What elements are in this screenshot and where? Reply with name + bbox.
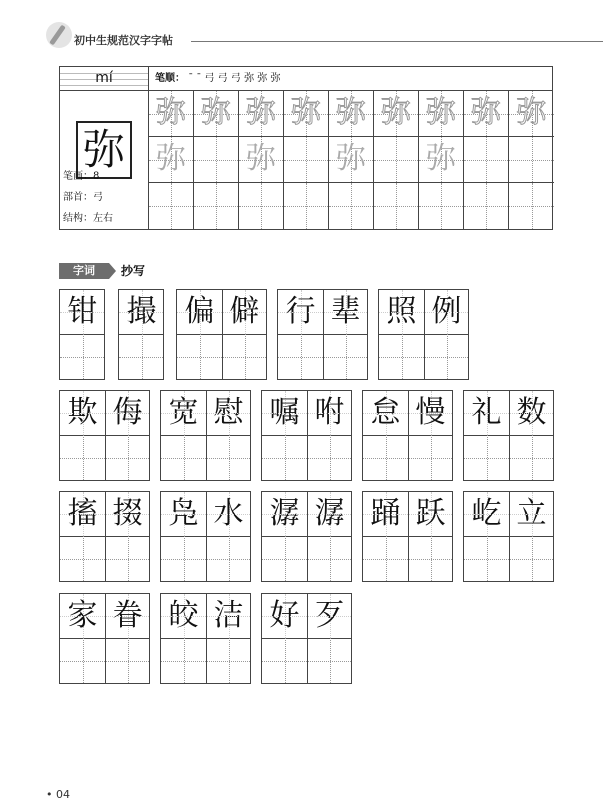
word-character: 凫 (168, 496, 199, 531)
word-box (463, 390, 554, 481)
word-character: 侮 (112, 395, 143, 430)
page-number: • 04 (46, 788, 70, 801)
trace-character: 弥 (201, 95, 231, 130)
word-character: 撮 (126, 294, 157, 329)
section-label: 抄写 (121, 264, 146, 278)
model-character: 弥 (246, 141, 276, 176)
grid-cell (419, 91, 464, 137)
word-character: 例 (431, 294, 462, 329)
word-character: 眷 (112, 598, 143, 633)
word-box (160, 491, 251, 582)
word-character: 怠 (370, 395, 401, 430)
word-box (59, 491, 150, 582)
word-character: 欺 (67, 395, 98, 430)
grid-cell (239, 91, 284, 137)
word-box (261, 390, 352, 481)
word-character: 宽 (168, 395, 199, 430)
word-character: 咐 (314, 395, 345, 430)
grid-cell (464, 91, 509, 137)
word-character: 钳 (67, 294, 98, 329)
word-box (261, 593, 352, 684)
word-character: 搐 (67, 496, 98, 531)
grid-cell (329, 137, 374, 183)
character-card (59, 66, 553, 230)
page-header (46, 22, 603, 52)
word-character: 立 (516, 496, 547, 531)
grid-cell (419, 137, 464, 183)
grid-cell (194, 137, 239, 183)
trace-character: 弥 (471, 95, 501, 130)
word-character: 水 (213, 496, 244, 531)
pen-icon (46, 22, 72, 48)
word-character: 歹 (314, 598, 345, 633)
grid-cell (149, 183, 194, 229)
trace-character: 弥 (336, 95, 366, 130)
trace-character: 弥 (381, 95, 411, 130)
section-tag: 字词 (59, 263, 109, 279)
grid-cell (509, 137, 554, 183)
word-character: 数 (516, 395, 547, 430)
stroke-order (149, 67, 552, 91)
word-character: 礼 (471, 395, 502, 430)
word-box (160, 390, 251, 481)
header-rule (191, 41, 603, 42)
model-character: 弥 (336, 141, 366, 176)
radical: 部首：弓 (63, 192, 103, 203)
trace-character: 弥 (516, 95, 547, 130)
word-character: 照 (386, 294, 417, 329)
word-character: 嘱 (269, 395, 300, 430)
word-character: 潺 (269, 496, 300, 531)
trace-character: 弥 (291, 95, 321, 130)
word-box (362, 390, 453, 481)
word-box (176, 289, 267, 380)
word-character: 好 (269, 598, 300, 633)
word-box (59, 390, 150, 481)
structure: 结构：左右 (63, 213, 113, 224)
grid-cell (149, 137, 194, 183)
grid-cell (239, 183, 284, 229)
grid-cell (509, 183, 554, 229)
grid-cell (419, 183, 464, 229)
grid-cell (374, 137, 419, 183)
model-character: 弥 (426, 141, 456, 176)
grid-cell (284, 183, 329, 229)
book-title: 初中生规范汉字字帖 (74, 34, 173, 47)
stroke-count: 笔画：8 (63, 171, 100, 182)
grid-cell (374, 183, 419, 229)
trace-character: 弥 (426, 95, 456, 130)
grid-cell (374, 91, 419, 137)
word-character: 慢 (415, 395, 446, 430)
grid-cell (464, 183, 509, 229)
word-box (277, 289, 368, 380)
tag-arrow-icon (109, 263, 116, 279)
practice-grid (149, 91, 552, 229)
word-box (59, 289, 105, 380)
word-character: 偏 (184, 294, 215, 329)
grid-cell (284, 91, 329, 137)
trace-character: 弥 (246, 95, 276, 130)
word-box (160, 593, 251, 684)
grid-cell (194, 183, 239, 229)
grid-cell (464, 137, 509, 183)
word-character: 洁 (213, 598, 244, 633)
trace-character: 弥 (156, 95, 186, 130)
word-box (118, 289, 164, 380)
word-character: 僻 (229, 294, 260, 329)
word-character: 行 (285, 294, 316, 329)
grid-cell (284, 137, 329, 183)
word-character: 皎 (168, 598, 199, 633)
word-character: 掇 (112, 496, 143, 531)
word-character: 跃 (415, 496, 446, 531)
word-box (362, 491, 453, 582)
grid-cell (194, 91, 239, 137)
grid-cell (509, 91, 554, 137)
pinyin-cell (60, 67, 149, 91)
word-box (261, 491, 352, 582)
grid-cell (329, 183, 374, 229)
grid-cell (149, 91, 194, 137)
pinyin: mí (95, 70, 113, 86)
word-character: 潺 (314, 496, 345, 531)
grid-cell (329, 91, 374, 137)
word-box (378, 289, 469, 380)
word-character: 辈 (330, 294, 361, 329)
word-character: 踊 (370, 496, 401, 531)
word-box (463, 491, 554, 582)
stroke-order-label: 笔顺： (155, 73, 185, 84)
main-character: 弥 (76, 121, 132, 179)
word-character: 家 (67, 598, 98, 633)
grid-cell (239, 137, 284, 183)
word-box (59, 593, 150, 684)
word-character: 慰 (213, 395, 244, 430)
character-info (60, 91, 149, 229)
stroke-order-sequence: ¯ ¯ 弓 弓 弓 弥 弥 弥 (188, 73, 281, 84)
model-character: 弥 (156, 141, 186, 176)
word-character: 屹 (471, 496, 502, 531)
